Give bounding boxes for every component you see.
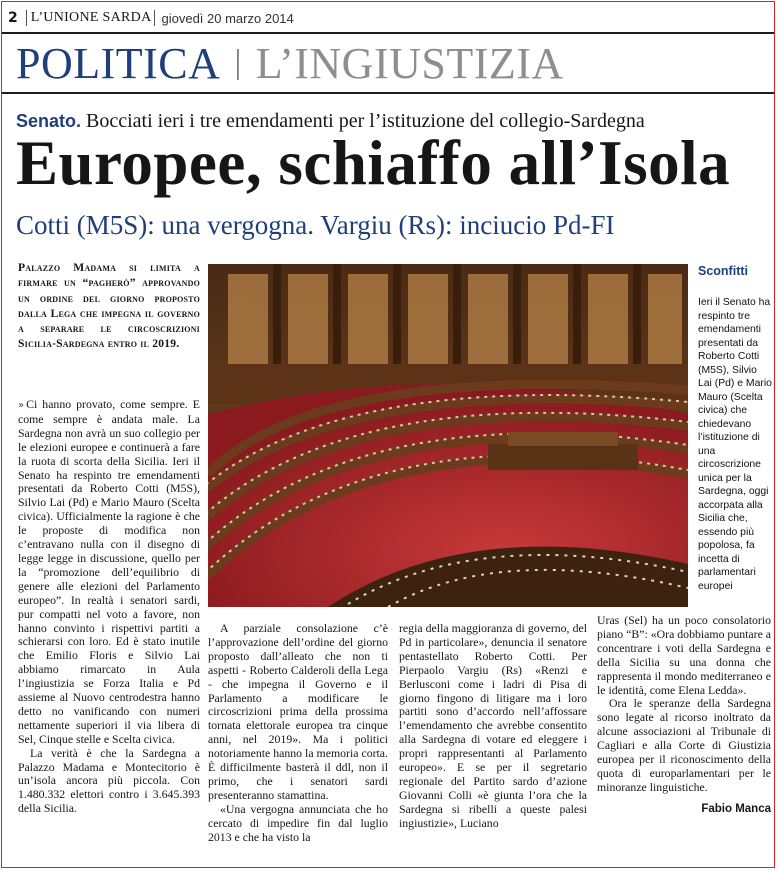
paragraph: La verità è che la Sardegna a Palazzo Madama e Montecitorio è un’isola ancora più piccola. Con 1.480.332 elettori contro i 3.645.393 della Sicilia. <box>18 745 200 816</box>
paragraph: A parziale consolazione c’è l’approvazione dell’ordine del giorno proposto dall’alleato che non ti aspetti - Roberto Calderoli della Lega - che impegna il Governo e il Parlamento a modificare le circoscrizioni prima della prossima tornata elettorale europea tra cinque anni, nel 2019». Ma i politici notoriamente hanno la memoria corta. È difficilmente basterà il ddl, non il primo, che i senatori sardi presenteranno stamattina. <box>208 621 388 802</box>
lead-paragraph: Palazzo Madama si limita a firmare un “pagherò” approvando un ordine del giorno proposto dalla Lega che impegna il governo a separare le circoscrizioni Sicilia-Sardegna entro il 2019. <box>18 261 200 351</box>
paragraph: «Una vergogna annunciata che ho cercato di impedire fin dal luglio 2013 e che ha visto la <box>208 801 388 844</box>
section-rule <box>2 92 774 94</box>
kicker-label: Senato. <box>16 111 82 131</box>
author-byline: Fabio Manca <box>701 802 771 815</box>
article-column-1 <box>18 398 200 816</box>
sidebar-text: Ieri il Senato ha respinto tre emendamenti presentati da Roberto Cotti (M5S), Silvio Lai (Pd) e Mario Mauro (Scelta civica) che chiedevano l’istituzione di una circoscrizione unica per la Sardegna, oggi accorpata alla Sicilia che, essendo più popolosa, fa incetta di parlamentari europei <box>698 297 772 592</box>
header-divider-2 <box>154 10 155 26</box>
paragraph: Uras (Sel) ha un poco consolatorio piano “B”: «Ora dobbiamo puntare a concentrare i voti della Sardegna e della Sicilia su una donna che rappresenta il mondo mediterraneo e le identità, come Elena Ledda». <box>597 613 771 697</box>
section-separator: | <box>234 44 242 81</box>
article-column-4 <box>597 614 771 817</box>
page-number: 2 <box>8 10 18 26</box>
article-column-3 <box>399 622 587 831</box>
sidebar-box <box>698 264 772 593</box>
header-divider <box>26 10 27 26</box>
header-rule <box>2 32 774 34</box>
paragraph: Ora le speranze della Sardegna sono legate al ricorso inoltrato da alcune associazioni al Tribunale di Cagliari e alla Corte di Giustizia europea per il riconoscimento della quota di europarlamentari per le minoranze linguistiche. <box>597 696 771 794</box>
paragraph <box>18 398 200 747</box>
senate-chamber-illustration <box>208 264 688 607</box>
newspaper-page <box>1 1 775 868</box>
publication-date: giovedì 20 marzo 2014 <box>161 10 294 26</box>
sidebar-title: Sconfitti <box>698 264 748 278</box>
article-column-2 <box>208 622 388 845</box>
senate-chamber-photo <box>208 264 688 607</box>
double-chevron-right-icon: » <box>18 400 25 411</box>
subheadline: Cotti (M5S): una vergogna. Vargiu (Rs): inciucio Pd-FI <box>16 210 615 240</box>
section-title: POLITICA <box>16 38 221 88</box>
section-subtitle: L’INGIUSTIZIA <box>255 38 564 88</box>
page-header <box>8 8 294 28</box>
headline: Europee, schiaffo all’Isola <box>16 128 731 198</box>
newspaper-name: L’UNIONE SARDA <box>30 10 152 25</box>
section-banner <box>16 38 564 88</box>
kicker-text: Bocciati ieri i tre emendamenti per l’istituzione del collegio-Sardegna <box>86 110 645 132</box>
paragraph: regia della maggioranza di governo, del Pd in particolare», denuncia il senatore pentastellato Roberto Cotti. Per Pierpaolo Vargiu (Rs) «Renzi e Berlusconi come i ladri di Pisa di giorno fingono di litigare ma i loro partiti sono d’accordo nell’affossare l’emendamento che avrebbe consentito alla Sardegna di votare ed eleggere i propri rappresentanti al Parlamento europeo». E se per il segretario regionale del Partito sardo d’azione Giovanni Colli «è giunta l’ora che la Sardegna si ribelli a queste palesi ingiustizie», Luciano <box>399 621 587 830</box>
paragraph-text: Ci hanno provato, come sempre. E come sempre è andata male. La Sardegna non avrà un suo collegio per le elezioni europee e continuerà a fare la ruota di scorta della Sicilia. Ieri il Senato ha respinto tre emendamenti presentati da Roberto Cotti (M5S), Silvio Lai (Pd) e Mario Mauro (Scelta civica). Ufficialmente la ragione è che le proposte di modifica non c’entravano nulla con il disegno di legge legge in discussione, quello per la “promozione dell’equilibrio di genere alle elezioni del Parlamento europeo”. In realtà i senatori sardi, pur compatti nel voto a favore, non hanno convinto i rispettivi partiti a schierarsi con loro. Ed è stato inutile che Emilio Floris e Silvio Lai abbiamo rimarcato in Aula l’ingiustizia se Forza Italia e Pd assieme al Nuovo centrodestra hanno detto no vanificando con numeri nettamente superiori il via libera di Sel, Cinque stelle e Scelta civica. <box>18 397 200 746</box>
